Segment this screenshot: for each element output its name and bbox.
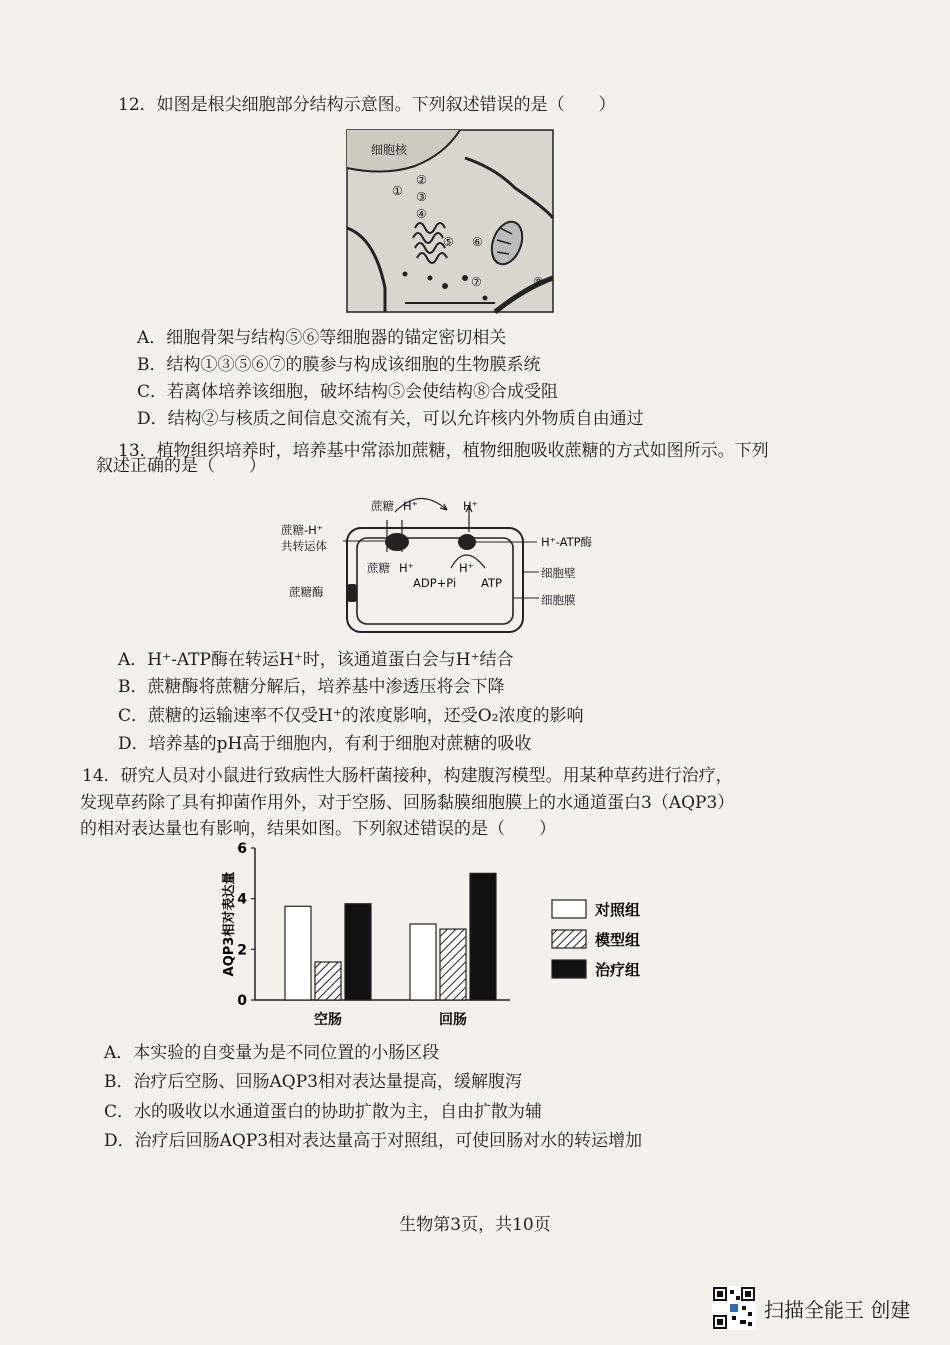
h-outside-label-2: H⁺ [463,499,478,513]
bar-1-0 [410,924,436,1000]
q13-stem-line1: 13．植物组织培养时，培养基中常添加蔗糖，植物细胞吸收蔗糖的方式如图所示。下列 [118,441,769,461]
legend-label: 模型组 [595,931,641,949]
legend-swatch [552,900,586,918]
h-inside-label-2: H⁺ [459,561,474,575]
atpase-label: H⁺-ATP酶 [541,535,593,549]
q12-option-c: C．若离体培养该细胞，破坏结构⑤会使结构⑧合成受阻 [137,382,559,402]
scanner-watermark-text: 扫描全能王 创建 [764,1297,911,1322]
cell-wall-label: 细胞壁 [541,566,576,580]
q13-option-a: A．H⁺-ATP酶在转运H⁺时，该通道蛋白会与H⁺结合 [118,650,514,670]
cell-membrane-label: 细胞膜 [541,593,576,607]
legend-label: 对照组 [595,901,641,919]
nucleus-label: 细胞核 [371,143,408,157]
marker-1: ① [392,184,403,198]
aqp3-bar-chart [205,840,675,1040]
q13-option-d: D．培养基的pH高于细胞内，有利于细胞对蔗糖的吸收 [118,734,532,754]
q14-stem-line2: 发现草药除了具有抑菌作用外，对于空肠、回肠黏膜细胞膜上的水通道蛋白3（AQP3） [80,793,735,813]
y-tick-label: 4 [237,891,247,908]
q12-option-a: A．细胞骨架与结构⑤⑥等细胞器的锚定密切相关 [137,328,507,348]
atp-label: ATP [481,576,502,590]
legend-swatch [552,930,586,948]
qr-code-icon [712,1286,756,1330]
q12-stem: 12．如图是根尖细胞部分结构示意图。下列叙述错误的是（ ） [118,95,616,115]
q13-sucrose-figure [275,492,625,642]
q14-option-a: A．本实验的自变量为是不同位置的小肠区段 [104,1043,440,1063]
q12-option-d: D．结构②与核质之间信息交流有关，可以允许核内外物质自由通过 [137,409,644,429]
sucrose-inside-label: 蔗糖 [367,561,390,575]
bar-1-2 [470,873,496,1000]
q12-option-b: B．结构①③⑤⑥⑦的膜参与构成该细胞的生物膜系统 [137,355,541,375]
sucrase-label: 蔗糖酶 [289,585,324,599]
sucrose-outside-label: 蔗糖 [371,499,394,513]
q14-option-c: C．水的吸收以水通道蛋白的协助扩散为主，自由扩散为辅 [104,1102,543,1122]
bar-0-0 [285,906,311,1000]
cotransporter-label-1: 蔗糖-H⁺ [281,523,323,537]
marker-6: ⑥ [472,235,483,249]
q14-option-d: D．治疗后回肠AQP3相对表达量高于对照组，可使回肠对水的转运增加 [104,1131,643,1151]
marker-3: ③ [416,190,427,204]
marker-5: ⑤ [443,235,454,249]
h-inside-label-1: H⁺ [399,561,414,575]
scanner-watermark [712,1286,910,1330]
y-tick-label: 0 [237,993,247,1009]
y-axis-label: AQP3相对表达量 [222,871,237,977]
adp-label: ADP+Pi [413,576,457,590]
bar-1-1 [440,929,466,1000]
cotransporter-label-2: 共转运体 [281,539,327,553]
q14-stem-line3: 的相对表达量也有影响，结果如图。下列叙述错误的是（ ） [80,819,556,839]
legend-label: 治疗组 [595,961,641,979]
q13-option-c: C．蔗糖的运输速率不仅受H⁺的浓度影响，还受O₂浓度的影响 [118,706,584,726]
marker-7: ⑦ [471,275,482,289]
q13-stem-line2: 叙述正确的是（ ） [96,456,266,476]
x-category-label: 空肠 [314,1012,342,1028]
h-outside-label-1: H⁺ [403,499,418,513]
q14-stem-line1: 14．研究人员对小鼠进行致病性大肠杆菌接种，构建腹泻模型。用某种草药进行治疗， [82,766,733,786]
q12-cell-figure [345,128,555,314]
page-footer: 生物第3页，共10页 [399,1215,551,1235]
y-tick-label: 6 [237,841,247,857]
legend-swatch [552,960,586,978]
marker-8: ⑧ [533,275,544,289]
q13-option-b: B．蔗糖酶将蔗糖分解后，培养基中渗透压将会下降 [118,677,505,697]
x-category-label: 回肠 [439,1012,467,1028]
bar-0-1 [315,962,341,1000]
y-tick-label: 2 [237,942,247,959]
marker-2: ② [416,173,427,187]
bar-0-2 [345,904,371,1000]
marker-4: ④ [416,207,427,221]
q14-option-b: B．治疗后空肠、回肠AQP3相对表达量提高，缓解腹泻 [104,1072,522,1092]
